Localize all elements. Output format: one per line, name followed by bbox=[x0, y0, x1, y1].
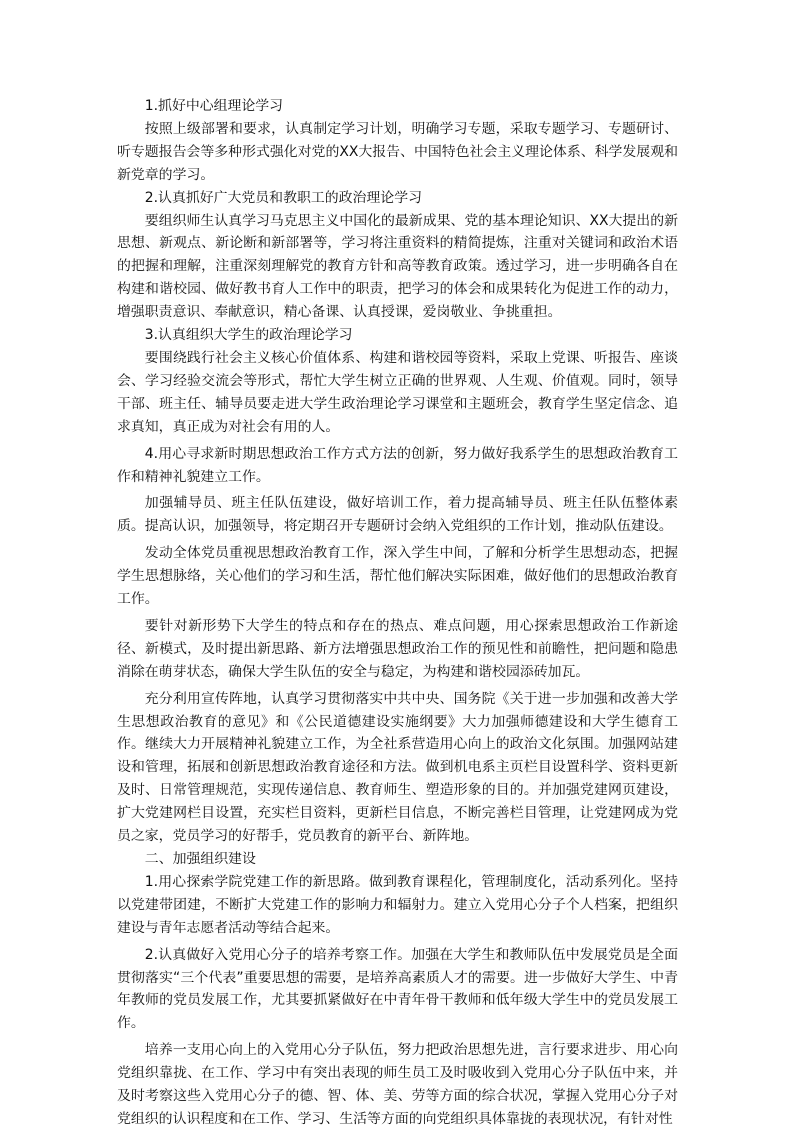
paragraph: 要围绕践行社会主义核心价值体系、构建和谐校园等资料，采取上党课、听报告、座谈会、学习经验交流会等形式，帮忙大学生树立正确的世界观、人生观、价值观。同时，领导干部、班主任、辅导员要走进大学生政治理论学习课堂和主题班会，教育学生坚定信念、追求真知，真正成为对社会有用的人。 bbox=[117, 349, 678, 435]
paragraph: 2.认真做好入党用心分子的培养考察工作。加强在大学生和教师队伍中发展党员是全面贯彻落实“三个代表”重要思想的需要，是培养高素质人才的需要。进一步做好大学生、中青年教师的党员发展工作，尤其要抓紧做好在中青年骨干教师和低年级大学生中的党员发展工作。 bbox=[117, 946, 678, 1032]
chapter-heading-organization: 二、加强组织建设 bbox=[144, 851, 256, 867]
section-heading-3: 3.认真组织大学生的政治理论学习 bbox=[144, 327, 353, 344]
section-heading-4: 4.用心寻求新时期思想政治工作方式方法的创新，努力做好我系学生的思想政治教育工作和精神礼貌建立工作。 bbox=[117, 445, 678, 485]
paragraph: 1.用心探索学院党建工作的新思路。做到教育课程化，管理制度化，活动系列化。坚持以党建带团建，不断扩大党建工作的影响力和辐射力。建立入党用心分子个人档案，把组织建设与青年志愿者活动等结合起来。 bbox=[117, 873, 678, 936]
section-heading-1: 1.抓好中心组理论学习 bbox=[144, 98, 284, 114]
paragraph: 按照上级部署和要求，认真制定学习计划，明确学习专题，采取专题学习、专题研讨、听专题报告会等多种形式强化对党的XX大报告、中国特色社会主义理论体系、科学发展观和新党章的学习。 bbox=[117, 120, 678, 183]
paragraph: 要针对新形势下大学生的特点和存在的热点、难点问题，用心探索思想政治工作新途径、新模式，及时提出新思路、新方法增强思想政治工作的预见性和前瞻性，把问题和隐患消除在萌芽状态，确保大学生队伍的安全与稳定，为构建和谐校园添砖加瓦。 bbox=[117, 617, 678, 680]
document-body bbox=[117, 95, 678, 1131]
paragraph: 发动全体党员重视思想政治教育工作，深入学生中间，了解和分析学生思想动态，把握学生思想脉络，关心他们的学习和生活，帮忙他们解决实际困难，做好他们的思想政治教育工作。 bbox=[117, 545, 678, 608]
paragraph: 加强辅导员、班主任队伍建设，做好培训工作，着力提高辅导员、班主任队伍整体素质。提高认识，加强领导，将定期召开专题研讨会纳入党组织的工作计划，推动队伍建设。 bbox=[117, 495, 678, 535]
paragraph: 培养一支用心向上的入党用心分子队伍，努力把政治思想先进，言行要求进步、用心向党组织靠拢、在工作、学习中有突出表现的师生员工及时吸收到入党用心分子队伍中来，并及时考察这些入党用心分子的德、智、体、美、劳等方面的综合状况，掌握入党用心分子对党组织的认识程度和在工作、学习、生活等方面的向党组织具体靠拢的表现状况，有针对性 bbox=[117, 1042, 678, 1127]
paragraph: 要组织师生认真学习马克思主义中国化的最新成果、党的基本理论知识、XX大提出的新思想、新观点、新论断和新部署等，学习将注重资料的精简提炼，注重对关键词和政治术语的把握和理解，注重深刻理解党的教育方针和高等教育政策。透过学习，进一步明确各自在构建和谐校园、做好教书育人工作中的职责，把学习的体会和成果转化为促进工作的动力，增强职责意识、奉献意识，精心备课、认真授课，爱岗敬业、争挑重担。 bbox=[117, 212, 678, 321]
section-heading-2: 2.认真抓好广大党员和教职工的政治理论学习 bbox=[144, 189, 422, 206]
paragraph: 充分利用宣传阵地，认真学习贯彻落实中共中央、国务院《关于进一步加强和改善大学生思想政治教育的意见》和《公民道德建设实施纲要》大力加强师德建设和大学生德育工作。继续大力开展精神礼貌建立工作，为全社系营造用心向上的政治文化氛围。加强网站建设和管理，拓展和创新思想政治教育途径和方法。做到机电系主页栏目设置科学、资料更新及时、日常管理规范，实现传递信息、教育师生、塑造形象的目的。并加强党建网页建设，扩大党建网栏目设置，充实栏目资料，更新栏目信息，不断完善栏目管理，让党建网成为党员之家，党员学习的好帮手，党员教育的新平台、新阵地。 bbox=[117, 690, 678, 845]
